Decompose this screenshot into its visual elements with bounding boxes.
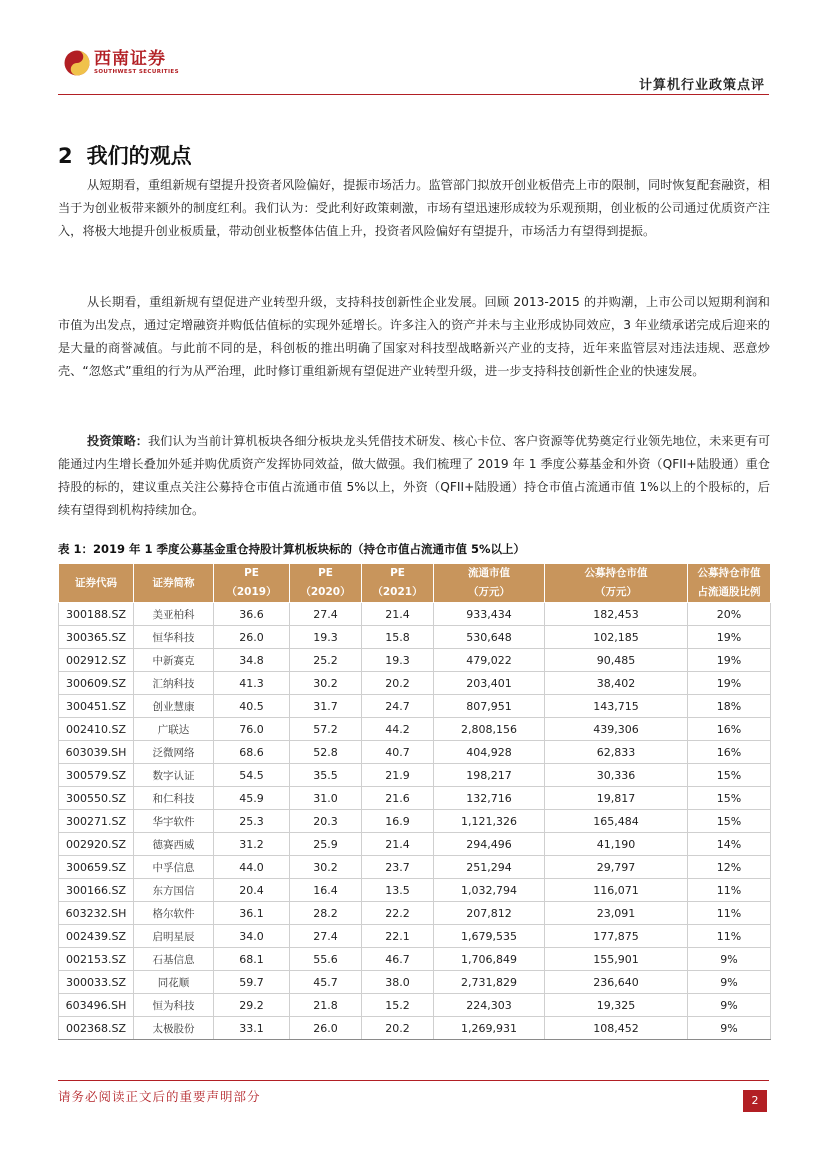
table-body: [59, 603, 771, 1040]
value-cell: 34.8: [214, 649, 290, 672]
value-cell: 224,303: [434, 994, 545, 1017]
security-code-cell: 002439.SZ: [59, 925, 134, 948]
value-cell: 1,706,849: [434, 948, 545, 971]
security-code-cell: 300365.SZ: [59, 626, 134, 649]
value-cell: 15%: [688, 787, 771, 810]
value-cell: 16%: [688, 741, 771, 764]
security-code-cell: 300188.SZ: [59, 603, 134, 626]
value-cell: 19,325: [545, 994, 688, 1017]
paragraph-long-term: 从长期看，重组新规有望促进产业转型升级，支持科技创新性企业发展。回顾 2013-2015 的并购潮，上市公司以短期利润和市值为出发点，通过定增融资并购低估值标的实现外延增长。许多注入的资产并未与主业形成协同效应，3 年业绩承诺完成后迎来的是大量的商誉减值。与此前不同的是，科创板的推出明确了国家对科技型战略新兴产业的支持，近年来监管层对违法违规、恶意炒壳、“忽悠式”重组的行为从严治理，此时修订重组新规有望促进产业转型升级，进一步支持科技创新性企业的快速发展。: [58, 295, 770, 378]
column-header: [134, 564, 214, 603]
value-cell: 34.0: [214, 925, 290, 948]
column-header: [290, 564, 362, 603]
table-row: [59, 787, 771, 810]
paragraph-short-term: 从短期看，重组新规有望提升投资者风险偏好，提振市场活力。监管部门拟放开创业板借壳上市的限制，同时恢复配套融资，相当于为创业板带来额外的制度红利。我们认为：受此利好政策刺激，市场有望迅速形成较为乐观预期，创业板的公司通过优质资产注入，将极大地提升创业板质量，带动创业板整体估值上升，投资者风险偏好有望提升，市场活力有望得到提振。: [58, 178, 770, 238]
security-name-cell: 泛微网络: [134, 741, 214, 764]
value-cell: 31.7: [290, 695, 362, 718]
value-cell: 13.5: [362, 879, 434, 902]
value-cell: 26.0: [214, 626, 290, 649]
value-cell: 59.7: [214, 971, 290, 994]
table-row: [59, 1017, 771, 1040]
security-code-cell: 002153.SZ: [59, 948, 134, 971]
security-name-cell: 汇纳科技: [134, 672, 214, 695]
security-code-cell: 300550.SZ: [59, 787, 134, 810]
section-title: 我们的观点: [86, 144, 192, 168]
value-cell: 57.2: [290, 718, 362, 741]
value-cell: 132,716: [434, 787, 545, 810]
security-code-cell: 603232.SH: [59, 902, 134, 925]
table-row: [59, 672, 771, 695]
column-header-line: 公募持仓市值: [584, 567, 648, 579]
column-header-line: PE: [390, 567, 405, 579]
paragraph-investment-strategy: [58, 430, 770, 522]
column-header-line: 占流通股比例: [697, 586, 761, 598]
value-cell: 68.6: [214, 741, 290, 764]
column-header-line: 证券代码: [75, 576, 117, 589]
value-cell: 177,875: [545, 925, 688, 948]
value-cell: 9%: [688, 1017, 771, 1040]
value-cell: 12%: [688, 856, 771, 879]
value-cell: 30,336: [545, 764, 688, 787]
value-cell: 26.0: [290, 1017, 362, 1040]
value-cell: 25.3: [214, 810, 290, 833]
value-cell: 25.2: [290, 649, 362, 672]
column-header: [59, 564, 134, 603]
value-cell: 439,306: [545, 718, 688, 741]
value-cell: 28.2: [290, 902, 362, 925]
value-cell: 203,401: [434, 672, 545, 695]
security-code-cell: 300609.SZ: [59, 672, 134, 695]
value-cell: 1,679,535: [434, 925, 545, 948]
security-code-cell: 300271.SZ: [59, 810, 134, 833]
value-cell: 198,217: [434, 764, 545, 787]
table-row: [59, 695, 771, 718]
column-header-line: PE: [318, 567, 333, 579]
security-code-cell: 002368.SZ: [59, 1017, 134, 1040]
column-header-line: 公募持仓市值: [697, 567, 761, 579]
value-cell: 19,817: [545, 787, 688, 810]
security-code-cell: 300033.SZ: [59, 971, 134, 994]
value-cell: 27.4: [290, 925, 362, 948]
table-row: [59, 764, 771, 787]
value-cell: 1,269,931: [434, 1017, 545, 1040]
value-cell: 15%: [688, 810, 771, 833]
value-cell: 116,071: [545, 879, 688, 902]
table-header-row: [59, 564, 771, 603]
security-name-cell: 石基信息: [134, 948, 214, 971]
value-cell: 24.7: [362, 695, 434, 718]
table-row: [59, 741, 771, 764]
value-cell: 55.6: [290, 948, 362, 971]
value-cell: 294,496: [434, 833, 545, 856]
value-cell: 62,833: [545, 741, 688, 764]
value-cell: 807,951: [434, 695, 545, 718]
security-code-cell: 002920.SZ: [59, 833, 134, 856]
value-cell: 21.4: [362, 833, 434, 856]
value-cell: 20.2: [362, 1017, 434, 1040]
column-header-line: （2019）: [226, 586, 277, 598]
value-cell: 207,812: [434, 902, 545, 925]
value-cell: 2,731,829: [434, 971, 545, 994]
security-name-cell: 恒华科技: [134, 626, 214, 649]
security-name-cell: 华宇软件: [134, 810, 214, 833]
value-cell: 530,648: [434, 626, 545, 649]
security-name-cell: 和仁科技: [134, 787, 214, 810]
table-row: [59, 649, 771, 672]
value-cell: 41.3: [214, 672, 290, 695]
table-row: [59, 948, 771, 971]
value-cell: 19%: [688, 626, 771, 649]
security-name-cell: 中新赛克: [134, 649, 214, 672]
value-cell: 143,715: [545, 695, 688, 718]
value-cell: 54.5: [214, 764, 290, 787]
value-cell: 38.0: [362, 971, 434, 994]
security-name-cell: 创业慧康: [134, 695, 214, 718]
column-header-line: （2021）: [372, 586, 423, 598]
security-name-cell: 同花顺: [134, 971, 214, 994]
security-code-cell: 603496.SH: [59, 994, 134, 1017]
table-row: [59, 902, 771, 925]
disclaimer-note: 请务必阅读正文后的重要声明部分: [58, 1089, 261, 1104]
value-cell: 38,402: [545, 672, 688, 695]
value-cell: 1,032,794: [434, 879, 545, 902]
value-cell: 1,121,326: [434, 810, 545, 833]
security-code-cell: 300659.SZ: [59, 856, 134, 879]
value-cell: 19.3: [362, 649, 434, 672]
page-number: 2: [743, 1090, 767, 1112]
value-cell: 31.2: [214, 833, 290, 856]
header-divider: [58, 94, 769, 95]
table-row: [59, 925, 771, 948]
security-name-cell: 美亚柏科: [134, 603, 214, 626]
value-cell: 20%: [688, 603, 771, 626]
value-cell: 933,434: [434, 603, 545, 626]
company-logo: [64, 50, 179, 76]
value-cell: 11%: [688, 925, 771, 948]
security-name-cell: 格尔软件: [134, 902, 214, 925]
value-cell: 14%: [688, 833, 771, 856]
column-header-line: PE: [244, 567, 259, 579]
value-cell: 20.2: [362, 672, 434, 695]
value-cell: 40.5: [214, 695, 290, 718]
value-cell: 19.3: [290, 626, 362, 649]
security-name-cell: 启明星辰: [134, 925, 214, 948]
value-cell: 20.3: [290, 810, 362, 833]
value-cell: 155,901: [545, 948, 688, 971]
section-number: 2: [58, 144, 73, 168]
report-type: 计算机行业政策点评: [638, 78, 765, 93]
value-cell: 21.4: [362, 603, 434, 626]
column-header: [434, 564, 545, 603]
security-name-cell: 广联达: [134, 718, 214, 741]
value-cell: 27.4: [290, 603, 362, 626]
table-caption: 表 1：2019 年 1 季度公募基金重仓持股计算机板块标的（持仓市值占流通市值 5%以上）: [58, 542, 526, 556]
column-header: [688, 564, 771, 603]
value-cell: 76.0: [214, 718, 290, 741]
value-cell: 35.5: [290, 764, 362, 787]
value-cell: 2,808,156: [434, 718, 545, 741]
security-code-cell: 603039.SH: [59, 741, 134, 764]
security-code-cell: 300579.SZ: [59, 764, 134, 787]
security-name-cell: 德赛西威: [134, 833, 214, 856]
value-cell: 36.1: [214, 902, 290, 925]
value-cell: 45.7: [290, 971, 362, 994]
value-cell: 21.9: [362, 764, 434, 787]
value-cell: 30.2: [290, 856, 362, 879]
value-cell: 16%: [688, 718, 771, 741]
value-cell: 404,928: [434, 741, 545, 764]
value-cell: 44.0: [214, 856, 290, 879]
value-cell: 19%: [688, 649, 771, 672]
value-cell: 251,294: [434, 856, 545, 879]
value-cell: 9%: [688, 994, 771, 1017]
value-cell: 165,484: [545, 810, 688, 833]
value-cell: 21.8: [290, 994, 362, 1017]
value-cell: 68.1: [214, 948, 290, 971]
value-cell: 11%: [688, 879, 771, 902]
value-cell: 9%: [688, 971, 771, 994]
value-cell: 40.7: [362, 741, 434, 764]
page-header: [58, 40, 769, 94]
column-header-line: （万元）: [595, 586, 637, 598]
value-cell: 23,091: [545, 902, 688, 925]
security-name-cell: 太极股份: [134, 1017, 214, 1040]
table-row: [59, 810, 771, 833]
security-code-cell: 300451.SZ: [59, 695, 134, 718]
security-code-cell: 300166.SZ: [59, 879, 134, 902]
value-cell: 11%: [688, 902, 771, 925]
value-cell: 479,022: [434, 649, 545, 672]
value-cell: 20.4: [214, 879, 290, 902]
value-cell: 45.9: [214, 787, 290, 810]
security-name-cell: 数字认证: [134, 764, 214, 787]
value-cell: 33.1: [214, 1017, 290, 1040]
strategy-body: 我们认为当前计算机板块各细分板块龙头凭借技术研发、核心卡位、客户资源等优势奠定行业领先地位，未来更有可能通过内生增长叠加外延并购优质资产发挥协同效益，做大做强。我们梳理了 2019 年 1 季度公募基金和外资（QFII+陆股通）重仓持股的标的，建议重点关注公募持仓市值占流通市值 5%以上，外资（QFII+陆股通）持仓市值占流通市值 1%以上的个股标的，后续有望得到机构持续加仓。: [58, 434, 771, 517]
table-row: [59, 603, 771, 626]
value-cell: 15%: [688, 764, 771, 787]
column-header-line: （2020）: [300, 586, 351, 598]
value-cell: 31.0: [290, 787, 362, 810]
section-heading: [58, 140, 192, 170]
value-cell: 16.4: [290, 879, 362, 902]
column-header-line: （万元）: [468, 586, 510, 598]
security-name-cell: 东方国信: [134, 879, 214, 902]
security-code-cell: 002912.SZ: [59, 649, 134, 672]
footer-divider: [58, 1080, 769, 1081]
table-row: [59, 856, 771, 879]
value-cell: 41,190: [545, 833, 688, 856]
value-cell: 46.7: [362, 948, 434, 971]
value-cell: 22.1: [362, 925, 434, 948]
value-cell: 19%: [688, 672, 771, 695]
holdings-table: [58, 563, 771, 1040]
table-row: [59, 718, 771, 741]
value-cell: 18%: [688, 695, 771, 718]
value-cell: 108,452: [545, 1017, 688, 1040]
column-header-line: 流通市值: [468, 567, 510, 579]
security-code-cell: 002410.SZ: [59, 718, 134, 741]
value-cell: 182,453: [545, 603, 688, 626]
table-row: [59, 833, 771, 856]
logo-chinese-name: 西南证券: [94, 49, 166, 69]
strategy-lead: 投资策略：: [87, 434, 148, 448]
column-header: [214, 564, 290, 603]
value-cell: 15.2: [362, 994, 434, 1017]
value-cell: 9%: [688, 948, 771, 971]
value-cell: 29.2: [214, 994, 290, 1017]
value-cell: 29,797: [545, 856, 688, 879]
table-row: [59, 994, 771, 1017]
column-header: [362, 564, 434, 603]
value-cell: 90,485: [545, 649, 688, 672]
value-cell: 52.8: [290, 741, 362, 764]
table-row: [59, 626, 771, 649]
value-cell: 236,640: [545, 971, 688, 994]
value-cell: 44.2: [362, 718, 434, 741]
value-cell: 30.2: [290, 672, 362, 695]
column-header-line: 证券简称: [152, 576, 195, 589]
table-row: [59, 879, 771, 902]
value-cell: 21.6: [362, 787, 434, 810]
column-header: [545, 564, 688, 603]
table-row: [59, 971, 771, 994]
value-cell: 25.9: [290, 833, 362, 856]
logo-english-name: SOUTHWEST SECURITIES: [94, 69, 179, 75]
value-cell: 102,185: [545, 626, 688, 649]
value-cell: 22.2: [362, 902, 434, 925]
value-cell: 16.9: [362, 810, 434, 833]
value-cell: 23.7: [362, 856, 434, 879]
value-cell: 36.6: [214, 603, 290, 626]
security-name-cell: 恒为科技: [134, 994, 214, 1017]
logo-emblem-icon: [64, 50, 90, 76]
security-name-cell: 中孚信息: [134, 856, 214, 879]
value-cell: 15.8: [362, 626, 434, 649]
